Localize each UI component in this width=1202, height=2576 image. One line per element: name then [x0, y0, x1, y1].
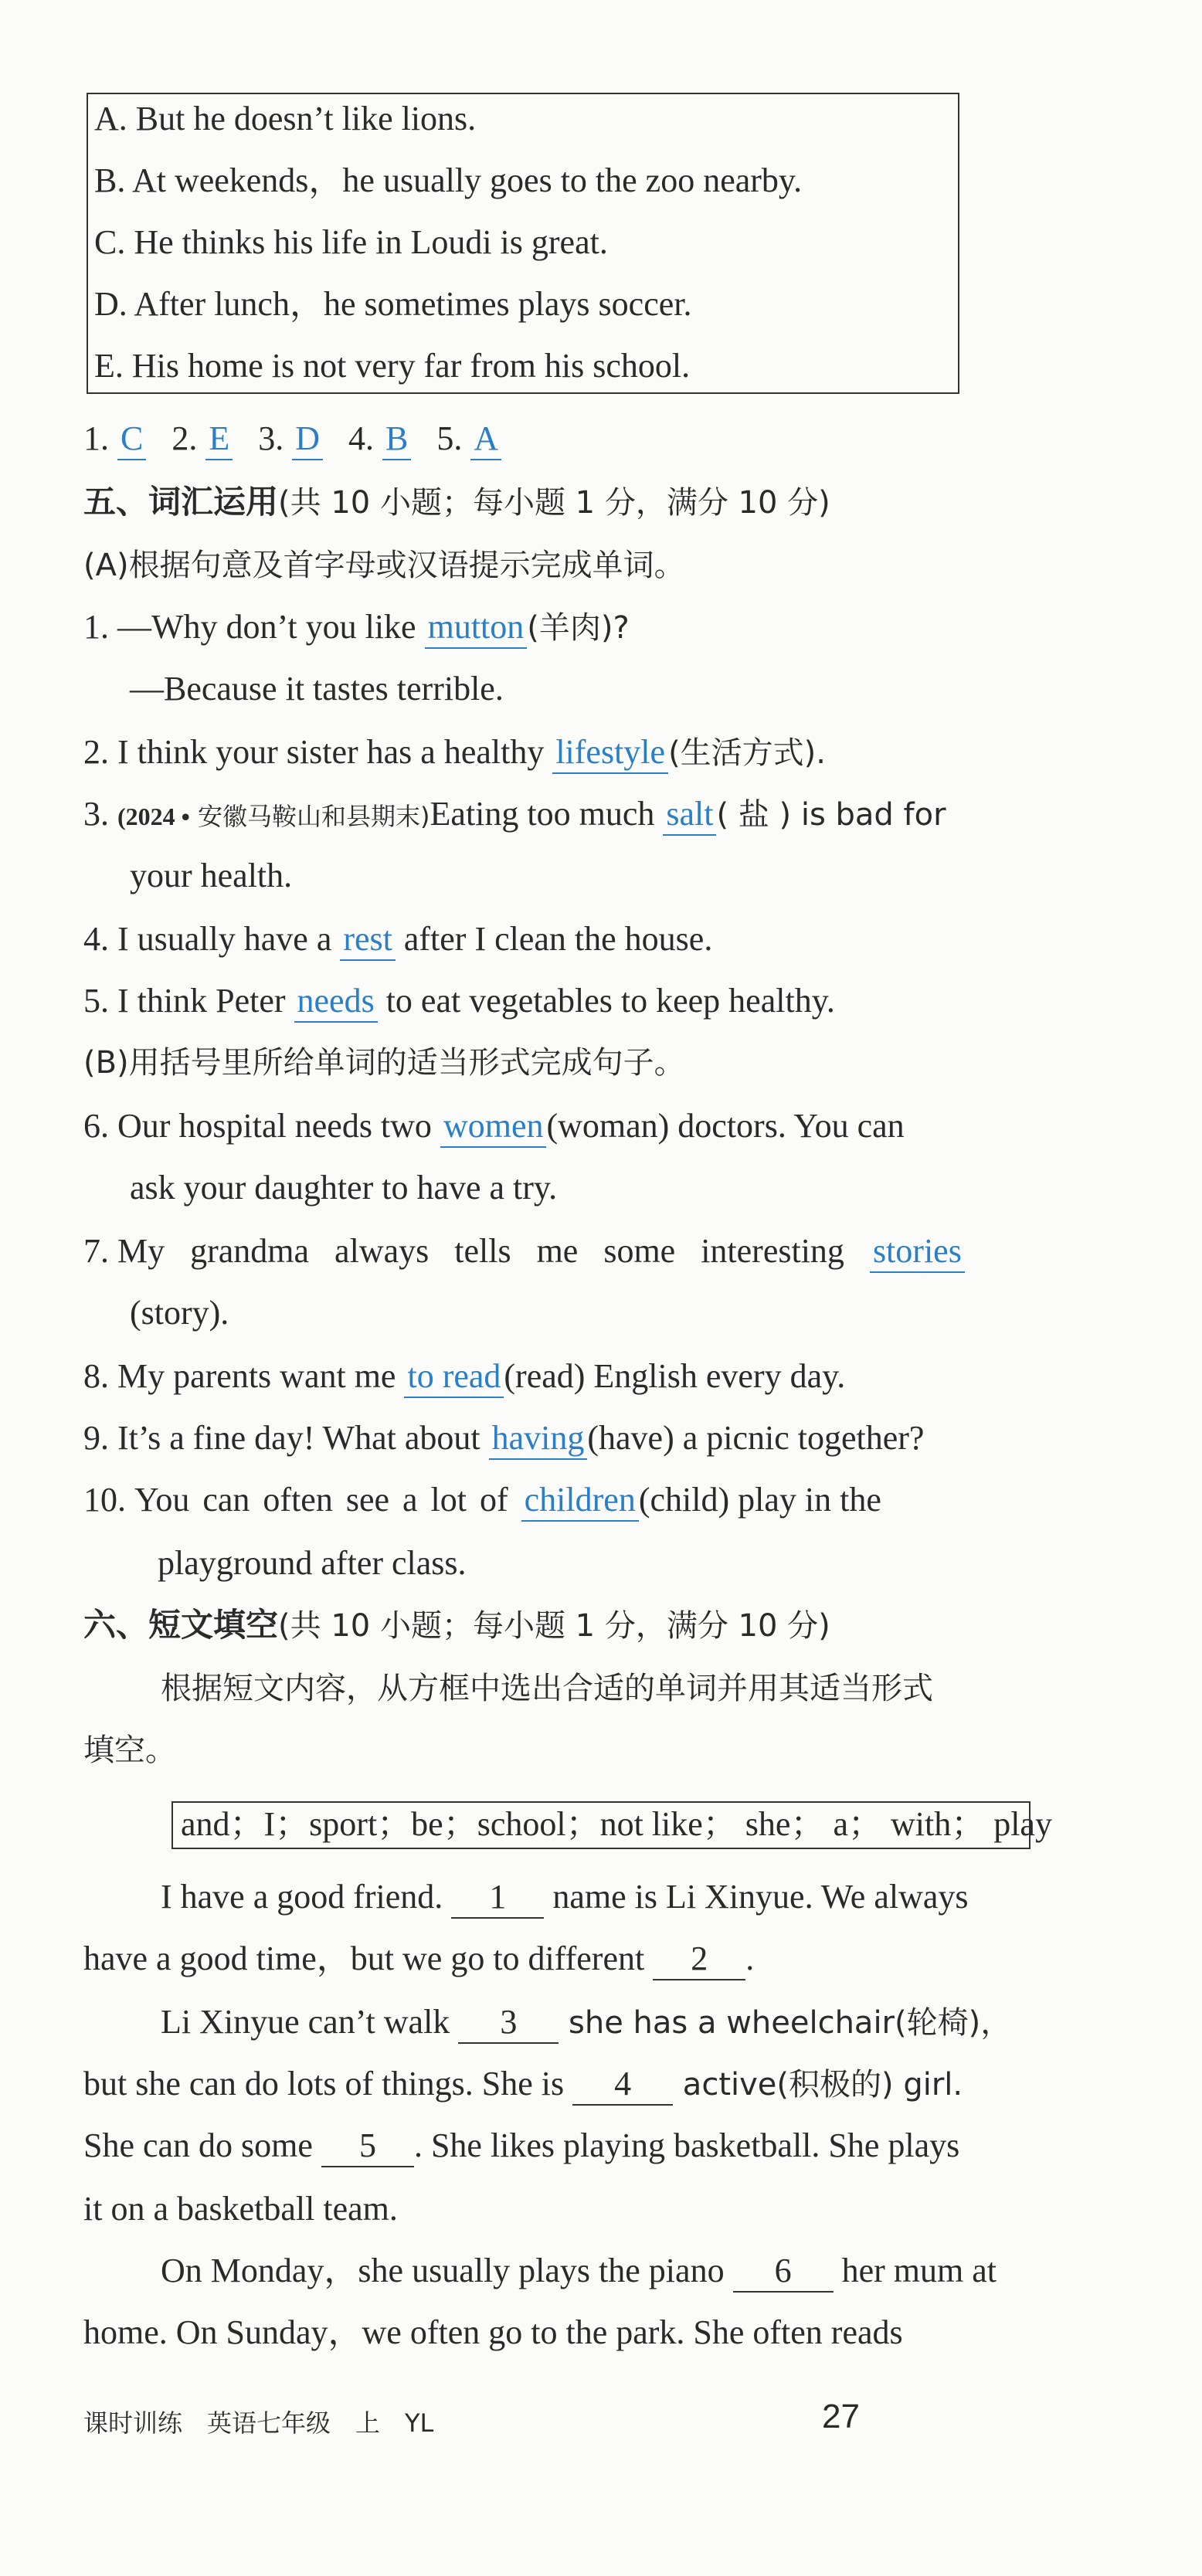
- option-c: C. He thinks his life in Loudi is great.: [94, 223, 608, 261]
- q6: 6. Our hospital needs two women(woman) doctors. You can: [83, 1103, 905, 1149]
- option-a: A. But he doesn’t like lions.: [94, 100, 477, 137]
- section6-instruction-line1: 根据短文内容，从方框中选出合适的单词并用其适当形式: [161, 1671, 933, 1706]
- q4: 4. I usually have a rest after I clean the house.: [83, 916, 712, 962]
- q10: 10. You can often see a lot of children(child) play in the: [83, 1477, 881, 1523]
- q10-answer: children: [521, 1480, 639, 1522]
- q7-answer: stories: [870, 1231, 965, 1273]
- option-e: E. His home is not very far from his school.: [94, 347, 691, 385]
- passage-line3: Li Xinyue can’t walk 3 she has a wheelchair(轮椅)，: [161, 1999, 1011, 2046]
- passage-line2: have a good time，but we go to different 2 .: [83, 1936, 754, 1982]
- q4-answer: rest: [340, 919, 396, 961]
- passage-line1: I have a good friend. 1 name is Li Xinyue. We always: [161, 1874, 969, 1920]
- passage-line4: but she can do lots of things. She is 4 active(积极的) girl.: [83, 2061, 963, 2108]
- q2-answer: lifestyle: [552, 732, 668, 774]
- word-bank-box: and；I；sport；be；school；not like； she； a； with； play: [171, 1801, 1031, 1849]
- blank-1: 1: [451, 1877, 544, 1919]
- q9-answer: having: [489, 1418, 588, 1460]
- passage-line7: On Monday，she usually plays the piano 6 her mum at: [161, 2248, 997, 2294]
- q6-line2: ask your daughter to have a try.: [130, 1169, 558, 1207]
- section6-instruction-line2: 填空。: [83, 1733, 176, 1768]
- q1-answer: mutton: [425, 607, 528, 649]
- q1: 1. —Why don’t you like mutton (羊肉)?: [83, 604, 630, 651]
- page-number: 27: [822, 2398, 860, 2435]
- answer-2: E: [205, 419, 233, 460]
- q10-line2: playground after class.: [158, 1544, 467, 1582]
- answer-5: A: [470, 419, 501, 460]
- passage-line6: it on a basketball team.: [83, 2190, 398, 2228]
- section5-heading: 五、词汇运用(共 10 小题；每小题 1 分，满分 10 分): [83, 483, 830, 521]
- blank-2: 2: [653, 1939, 745, 1980]
- q1-line2: —Because it tastes terrible.: [130, 670, 504, 708]
- q9: 9. It’s a fine day! What about having(have) a picnic together?: [83, 1415, 924, 1461]
- q8-answer: to read: [404, 1356, 504, 1398]
- answer-3: D: [292, 419, 323, 460]
- q6-answer: women: [440, 1106, 547, 1148]
- q3: 3. (2024 • 安徽马鞍山和县期末)Eating too much salt ( 盐 ) is bad for: [83, 791, 946, 840]
- option-b: B. At weekends，he usually goes to the zoo nearby.: [94, 161, 803, 199]
- q2: 2. I think your sister has a healthy lifestyle (生活方式).: [83, 729, 826, 776]
- passage-line8: home. On Sunday，we often go to the park. She often reads: [83, 2313, 903, 2351]
- answer-1: C: [117, 419, 146, 460]
- q8: 8. My parents want me to read(read) English every day.: [83, 1353, 845, 1400]
- footer-book-title: 课时训练 英语七年级 上 YL: [83, 2408, 434, 2438]
- q7: 7. My grandma always tells me some interesting stories: [83, 1228, 1119, 1274]
- answer-row: 1. C 2. E 3. D 4. B 5. A: [83, 416, 501, 462]
- q3-line2: your health.: [130, 857, 293, 894]
- q5-answer: needs: [294, 981, 378, 1023]
- q5: 5. I think Peter needs to eat vegetables to keep healthy.: [83, 978, 835, 1024]
- blank-6: 6: [733, 2251, 834, 2293]
- option-d: D. After lunch，he sometimes plays soccer.: [94, 285, 692, 323]
- q7-line2: (story).: [130, 1294, 229, 1332]
- q3-answer: salt: [663, 794, 716, 836]
- section6-heading: 六、短文填空(共 10 小题；每小题 1 分，满分 10 分): [83, 1606, 830, 1644]
- blank-3: 3: [458, 2002, 559, 2044]
- blank-5: 5: [321, 2126, 414, 2167]
- passage-line5: She can do some 5 . She likes playing basketball. She plays: [83, 2123, 959, 2169]
- section5-part-b: (B)用括号里所给单词的适当形式完成句子。: [83, 1045, 685, 1081]
- section5-part-a: (A)根据句意及首字母或汉语提示完成单词。: [83, 548, 685, 583]
- blank-4: 4: [572, 2064, 673, 2106]
- answer-4: B: [382, 419, 411, 460]
